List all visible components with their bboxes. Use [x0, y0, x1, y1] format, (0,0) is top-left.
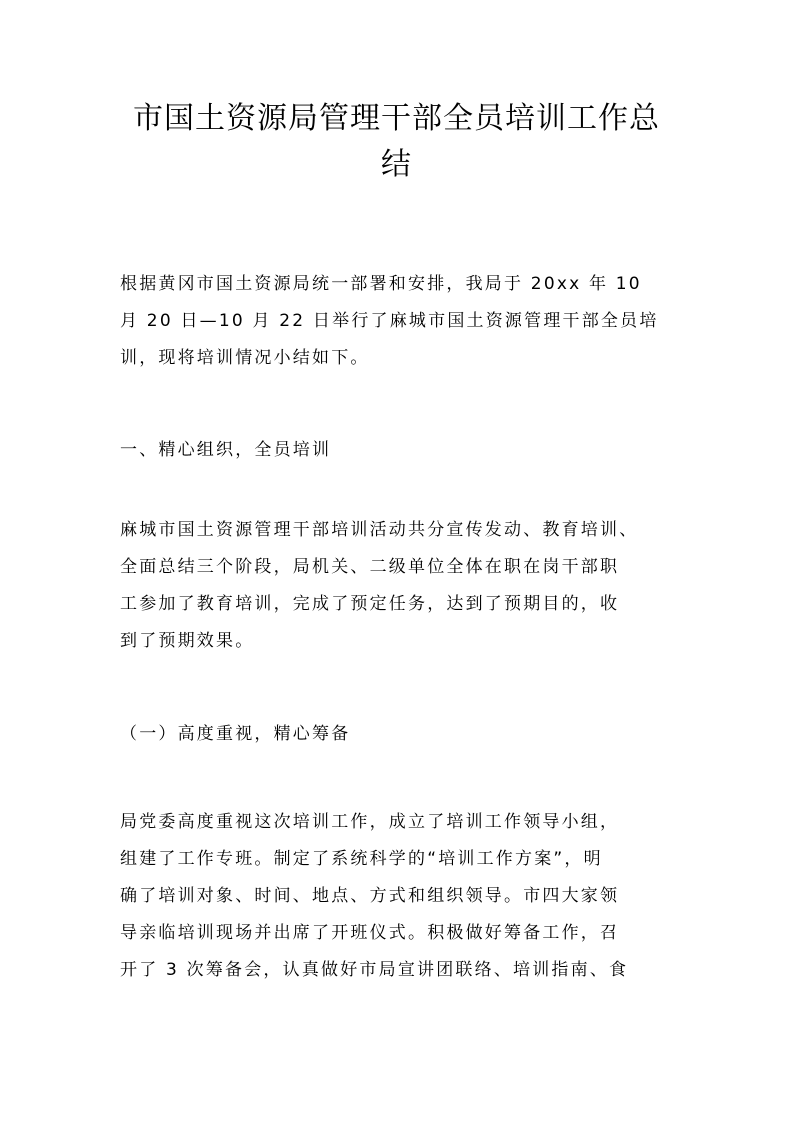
paragraph-line: 工参加了教育培训，完成了预定任务，达到了预期目的，收 [120, 594, 620, 614]
title-line: 结 [381, 147, 412, 182]
intro-paragraph [120, 266, 680, 377]
paragraph-line: 组建了工作专班。制定了系统科学的“培训工作方案”，明 [120, 849, 603, 869]
subsection1-paragraph [120, 804, 680, 989]
document-title [120, 96, 673, 188]
paragraph-line: 确了培训对象、时间、地点、方式和组织领导。市四大家领 [120, 886, 620, 906]
section-heading: 一、精心组织，全员培训 [120, 440, 332, 460]
paragraph-line: 麻城市国土资源管理干部培训活动共分宣传发动、教育培训、 [120, 520, 639, 540]
paragraph-line: 开了 3 次筹备会，认真做好市局宣讲团联络、培训指南、食 [120, 960, 629, 980]
paragraph-line: 全面总结三个阶段，局机关、二级单位全体在职在岗干部职 [120, 557, 620, 577]
subsection-heading: （一）高度重视，精心筹备 [120, 724, 351, 744]
paragraph-line: 根据黄冈市国土资源局统一部署和安排，我局于 20xx 年 10 [120, 274, 642, 294]
paragraph-line: 局党委高度重视这次培训工作，成立了培训工作领导小组， [120, 812, 620, 832]
paragraph-line: 训，现将培训情况小结如下。 [120, 348, 370, 368]
paragraph-line: 到了预期效果。 [120, 631, 255, 651]
paragraph-line: 月 20 日—10 月 22 日举行了麻城市国土资源管理干部全员培 [120, 311, 659, 331]
title-line: 市国土资源局管理干部全员培训工作总 [133, 101, 660, 136]
paragraph-line: 导亲临培训现场并出席了开班仪式。积极做好筹备工作，召 [120, 923, 620, 943]
section1-paragraph [120, 512, 680, 660]
